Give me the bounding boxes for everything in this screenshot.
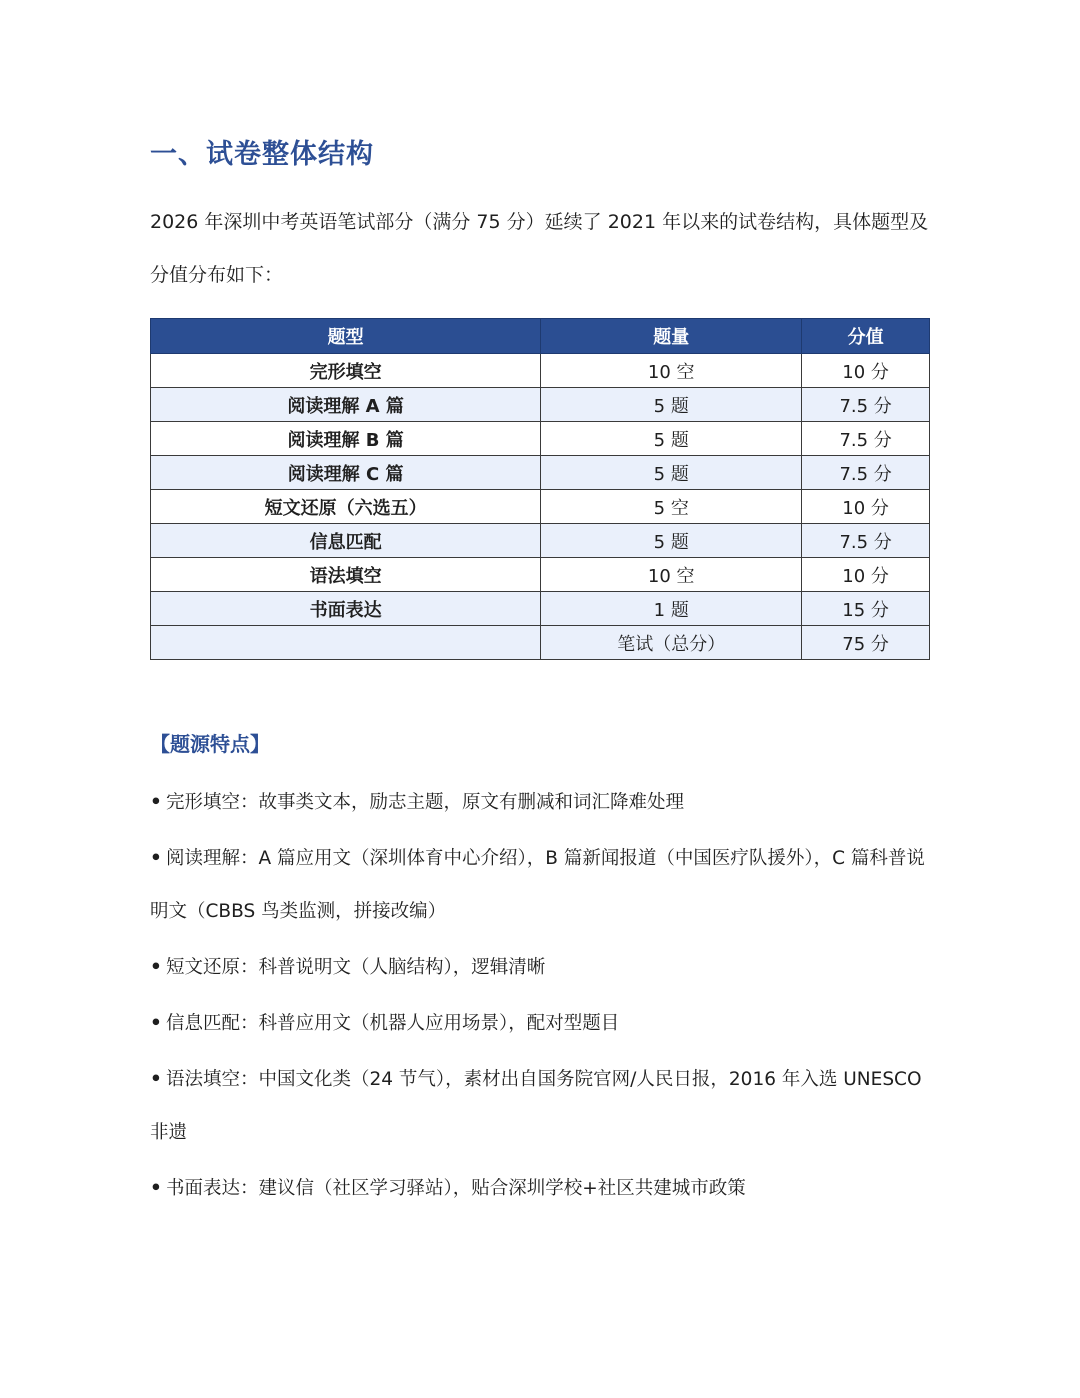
table-row xyxy=(151,490,930,524)
list-item xyxy=(150,832,940,938)
cell-question-type: 短文还原（六选五） xyxy=(151,490,541,524)
cell-score: 7.5 分 xyxy=(802,388,930,422)
table-row xyxy=(151,422,930,456)
bullet-icon: • xyxy=(150,792,162,813)
feature-text: 完形填空：故事类文本，励志主题，原文有删减和词汇降难处理 xyxy=(166,792,685,813)
bullet-icon: • xyxy=(150,848,162,869)
cell-score: 10 分 xyxy=(802,354,930,388)
feature-text: 语法填空：中国文化类（24 节气），素材出自国务院官网/人民日报，2016 年入选 UNESCO 非遗 xyxy=(150,1069,922,1143)
cell-total-label: 笔试（总分） xyxy=(541,626,802,660)
table-row xyxy=(151,388,930,422)
features-list xyxy=(150,776,940,1218)
list-item xyxy=(150,997,940,1050)
cell-question-count: 5 题 xyxy=(541,422,802,456)
feature-text: 信息匹配：科普应用文（机器人应用场景），配对型题目 xyxy=(166,1013,620,1034)
header-score: 分值 xyxy=(802,319,930,354)
feature-text: 书面表达：建议信（社区学习驿站），贴合深圳学校+社区共建城市政策 xyxy=(166,1178,746,1199)
table-header-row xyxy=(151,319,930,354)
feature-text: 阅读理解：A 篇应用文（深圳体育中心介绍），B 篇新闻报道（中国医疗队援外），C 篇科普说明文（CBBS 鸟类监测，拼接改编） xyxy=(150,848,925,922)
cell-question-type: 语法填空 xyxy=(151,558,541,592)
cell-score: 10 分 xyxy=(802,490,930,524)
header-question-type: 题型 xyxy=(151,319,541,354)
cell-question-count: 5 题 xyxy=(541,388,802,422)
list-item xyxy=(150,776,940,829)
cell-question-count: 1 题 xyxy=(541,592,802,626)
list-item xyxy=(150,1162,940,1215)
header-question-count: 题量 xyxy=(541,319,802,354)
cell-score: 7.5 分 xyxy=(802,456,930,490)
cell-question-count: 10 空 xyxy=(541,354,802,388)
cell-question-type xyxy=(151,626,541,660)
bullet-icon: • xyxy=(150,957,162,978)
cell-question-count: 5 空 xyxy=(541,490,802,524)
cell-question-type: 阅读理解 B 篇 xyxy=(151,422,541,456)
cell-total-score: 75 分 xyxy=(802,626,930,660)
cell-question-count: 5 题 xyxy=(541,456,802,490)
table-row xyxy=(151,524,930,558)
list-item xyxy=(150,941,940,994)
cell-question-type: 阅读理解 C 篇 xyxy=(151,456,541,490)
cell-score: 7.5 分 xyxy=(802,422,930,456)
list-item xyxy=(150,1053,940,1159)
table-row xyxy=(151,558,930,592)
bullet-icon: • xyxy=(150,1178,162,1199)
score-distribution-table xyxy=(150,318,930,660)
cell-score: 15 分 xyxy=(802,592,930,626)
bullet-icon: • xyxy=(150,1069,162,1090)
table-row xyxy=(151,354,930,388)
cell-score: 10 分 xyxy=(802,558,930,592)
table-row xyxy=(151,592,930,626)
section-title: 一、试卷整体结构 xyxy=(150,139,374,170)
feature-text: 短文还原：科普说明文（人脑结构），逻辑清晰 xyxy=(166,957,546,978)
intro-paragraph: 2026 年深圳中考英语笔试部分（满分 75 分）延续了 2021 年以来的试卷结构，具体题型及分值分布如下： xyxy=(150,211,929,286)
features-heading: 【题源特点】 xyxy=(150,732,270,756)
cell-question-type: 完形填空 xyxy=(151,354,541,388)
cell-question-count: 5 题 xyxy=(541,524,802,558)
cell-question-type: 阅读理解 A 篇 xyxy=(151,388,541,422)
cell-question-type: 书面表达 xyxy=(151,592,541,626)
table-row xyxy=(151,456,930,490)
cell-score: 7.5 分 xyxy=(802,524,930,558)
table-total-row xyxy=(151,626,930,660)
cell-question-count: 10 空 xyxy=(541,558,802,592)
bullet-icon: • xyxy=(150,1013,162,1034)
cell-question-type: 信息匹配 xyxy=(151,524,541,558)
